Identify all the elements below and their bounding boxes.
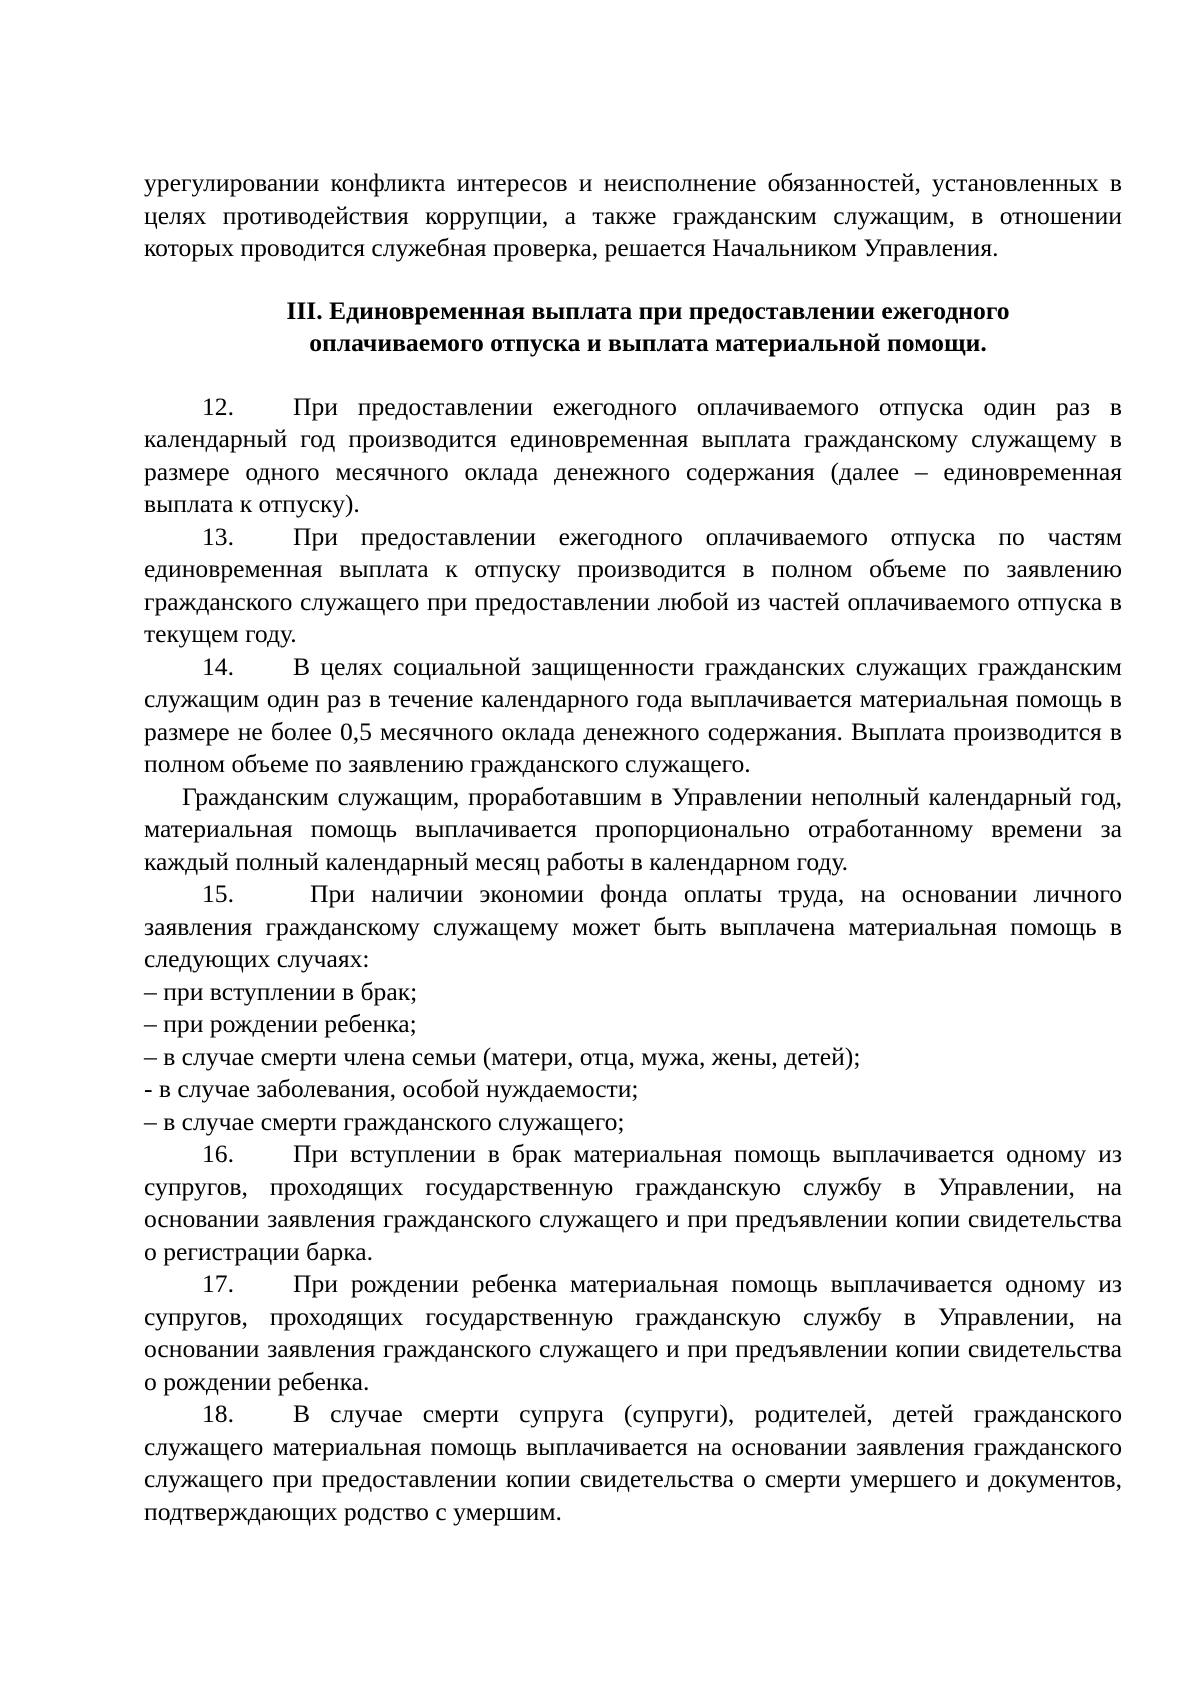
paragraph-number: 15. — [202, 879, 234, 908]
list-item: – в случае смерти гражданского служащего; — [144, 1106, 625, 1136]
list-item: – в случае смерти члена семьи (матери, отца, мужа, жены, детей); — [144, 1041, 861, 1071]
section-heading-line-1: III. Единовременная выплата при предоставлении ежегодного — [286, 295, 1010, 325]
paragraph-text: При рождении ребенка материальная помощь выплачивается одному из супругов, проходящих государственную гражданскую службу в Управлении, на основании заявления гражданского служащего и при предъявлении копии свидетельства о рождении ребенка. — [144, 1269, 1122, 1396]
paragraph-14 — [144, 651, 1122, 781]
document-body — [144, 167, 1122, 1528]
paragraph-number: 12. — [202, 391, 234, 421]
paragraph-15 — [144, 878, 1122, 976]
paragraph-text: В случае смерти супруга (супруги), родителей, детей гражданского служащего материальная помощь выплачивается на основании заявления гражданского служащего при предоставлении копии свидетельства о смерти умершего и документов, подтверждающих родство с умершим. — [144, 1399, 1122, 1526]
paragraph-number: 18. — [202, 1399, 234, 1428]
paragraph-text: При наличии экономии фонда оплаты труда, на основании личного заявления гражданскому служащему может быть выплачена материальная помощь в следующих случаях: — [144, 879, 1122, 973]
paragraph-18 — [144, 1398, 1122, 1528]
paragraph-text: В целях социальной защищенности гражданских служащих гражданским служащим один раз в течение календарного года выплачивается материальная помощь в размере не более 0,5 месячного оклада денежного содержания. Выплата производится в полном объеме по заявлению гражданского служащего. — [144, 651, 1122, 778]
paragraph-17 — [144, 1268, 1122, 1398]
paragraph-text: При предоставлении ежегодного оплачиваемого отпуска по частям единовременная выплата к отпуску производится в полном объеме по заявлению гражданского служащего при предоставлении любой из частей оплачиваемого отпуска в текущем году. — [144, 521, 1122, 648]
list-item: - в случае заболевания, особой нуждаемости; — [144, 1074, 639, 1103]
paragraph-number: 14. — [202, 651, 234, 681]
paragraph-13 — [144, 521, 1122, 651]
paragraph-text: При вступлении в брак материальная помощь выплачивается одному из супругов, проходящих государственную гражданскую службу в Управлении, на основании заявления гражданского служащего и при предъявлении копии свидетельства о регистрации барка. — [144, 1139, 1122, 1266]
paragraph-text: При предоставлении ежегодного оплачиваемого отпуска один раз в календарный год производится единовременная выплата гражданскому служащему в размере одного месячного оклада денежного содержания (далее – единовременная выплата к отпуску). — [144, 391, 1122, 518]
paragraph-number: 17. — [202, 1269, 234, 1298]
list-item: – при вступлении в брак; — [144, 976, 418, 1006]
paragraph-number: 16. — [202, 1139, 234, 1168]
intro-paragraph: урегулировании конфликта интересов и неисполнение обязанностей, установленных в целях противодействия коррупции, а также гражданским служащим, в отношении которых проводится служебная проверка, решается Начальником Управления. — [144, 168, 1122, 262]
paragraph-14-continuation: Гражданским служащим, проработавшим в Управлении неполный календарный год, материальная помощь выплачивается пропорционально отработанному времени за каждый полный календарный месяц работы в календарном году. — [144, 781, 1122, 876]
paragraph-12 — [144, 391, 1122, 521]
list-item: – при рождении ребенка; — [144, 1009, 417, 1038]
section-heading — [144, 295, 1122, 360]
paragraph-16 — [144, 1138, 1122, 1268]
paragraph-number: 13. — [202, 521, 234, 551]
section-heading-line-2: оплачиваемого отпуска и выплата материальной помощи. — [309, 328, 987, 357]
